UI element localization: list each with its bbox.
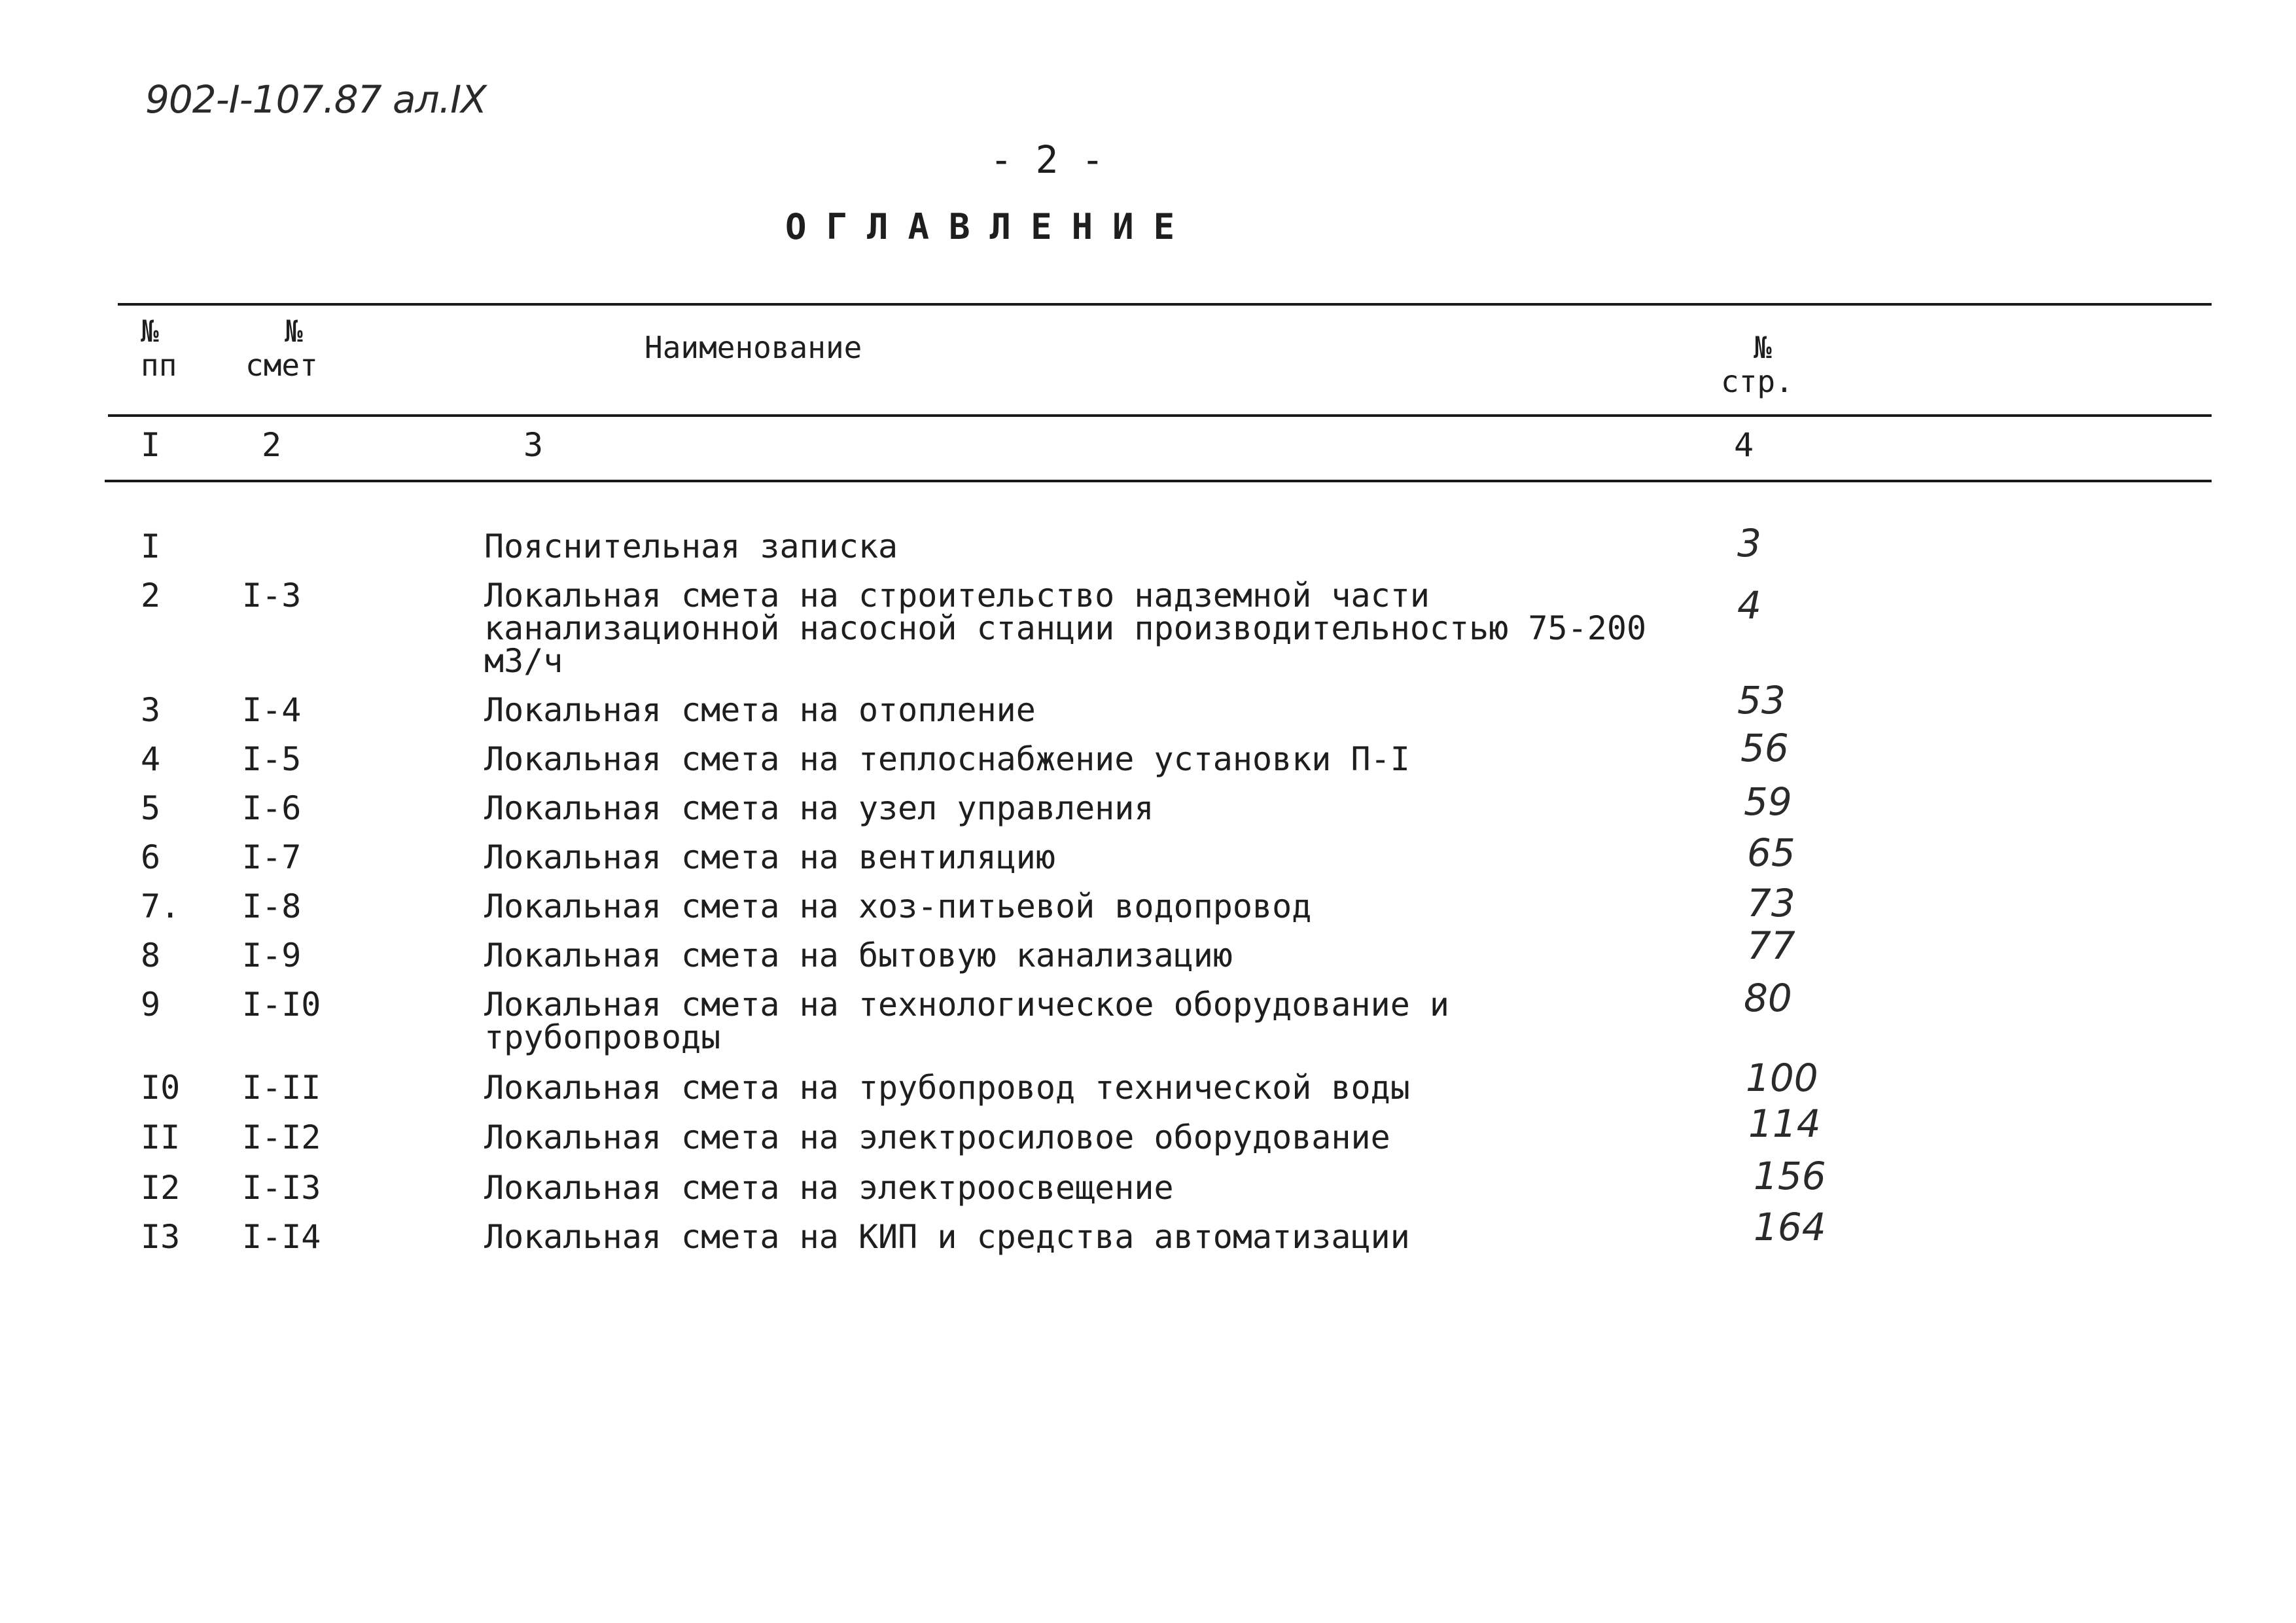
row-page: 65 (1747, 830, 1795, 875)
column-number: 3 (523, 426, 544, 464)
header-page-sign: № (1754, 330, 1772, 365)
row-page: 4 (1737, 583, 1761, 628)
header-number-label: пп (141, 348, 177, 383)
row-estimate: I-7 (242, 838, 302, 876)
row-number: 6 (141, 838, 161, 876)
row-page: 100 (1746, 1056, 1818, 1100)
header-estimate-sign: № (285, 313, 303, 349)
header-col-estimate (245, 314, 318, 382)
row-number: 9 (141, 986, 161, 1024)
row-page: 164 (1754, 1205, 1826, 1249)
row-name: Локальная смета на теплоснабжение установки П-I (484, 740, 1410, 778)
row-estimate: I-I2 (242, 1118, 321, 1156)
row-estimate: I-8 (242, 887, 302, 925)
row-estimate: I-I3 (242, 1169, 321, 1207)
row-name: Локальная смета на трубопровод технической воды (484, 1069, 1410, 1107)
row-number: I3 (141, 1218, 181, 1256)
header-col-name (645, 330, 862, 365)
document-code: 902-I-107.87 ал.IX (145, 77, 486, 122)
row-page: 80 (1744, 976, 1792, 1020)
row-page: 73 (1747, 881, 1795, 925)
row-number: 3 (141, 691, 161, 729)
row-name: Локальная смета на узел управления (484, 789, 1154, 827)
row-number: 8 (141, 936, 161, 974)
row-number: I0 (141, 1069, 181, 1107)
row-number: I2 (141, 1169, 181, 1207)
row-name: Локальная смета на вентиляцию (484, 838, 1055, 876)
row-page: 77 (1747, 923, 1795, 968)
row-estimate: I-6 (242, 789, 302, 827)
row-name: Локальная смета на хоз-питьевой водопровод (484, 887, 1312, 925)
header-page-label: стр. (1721, 364, 1793, 399)
row-page: 3 (1737, 521, 1761, 565)
row-name: Локальная смета на строительство надземной части канализационной насосной станции производительностью 75-200 м3/ч (484, 577, 1647, 680)
header-name-label: Наименование (645, 330, 862, 365)
row-name: Локальная смета на электроосвещение (484, 1169, 1174, 1207)
row-estimate: I-I4 (242, 1218, 321, 1256)
row-estimate: I-5 (242, 740, 302, 778)
row-name: Локальная смета на технологическое оборудование и трубопроводы (484, 986, 1450, 1056)
row-number: II (141, 1118, 181, 1156)
row-page: 53 (1737, 678, 1786, 722)
row-estimate: I-3 (242, 577, 302, 615)
row-page: 114 (1748, 1101, 1821, 1146)
row-estimate: I-4 (242, 691, 302, 729)
row-number: I (141, 527, 161, 565)
header-estimate-label: смет (245, 348, 318, 383)
row-name: Пояснительная записка (484, 527, 898, 565)
row-estimate: I-II (242, 1069, 321, 1107)
row-estimate: I-I0 (242, 986, 321, 1024)
row-number: 7. (141, 887, 181, 925)
row-number: 5 (141, 789, 161, 827)
row-name: Локальная смета на КИП и средства автоматизации (484, 1218, 1410, 1256)
row-number: 4 (141, 740, 161, 778)
header-col-page (1721, 330, 1793, 399)
row-estimate: I-9 (242, 936, 302, 974)
column-number: 4 (1734, 426, 1754, 464)
header-col-number (141, 314, 177, 382)
row-name: Локальная смета на бытовую канализацию (484, 936, 1233, 974)
row-page: 59 (1744, 779, 1792, 824)
page-title: ОГЛАВЛЕНИЕ (785, 206, 1195, 247)
page-number: - 2 - (989, 137, 1104, 182)
header-bottom-rule (108, 414, 2212, 417)
header-number-sign: № (141, 313, 159, 349)
row-number: 2 (141, 577, 161, 615)
column-number: I (141, 426, 161, 464)
column-numbers-rule (105, 480, 2212, 482)
column-number: 2 (262, 426, 282, 464)
row-name: Локальная смета на электросиловое оборудование (484, 1118, 1390, 1156)
row-name: Локальная смета на отопление (484, 691, 1036, 729)
row-page: 56 (1740, 726, 1789, 770)
row-page: 156 (1754, 1154, 1826, 1198)
table-top-rule (118, 303, 2212, 306)
